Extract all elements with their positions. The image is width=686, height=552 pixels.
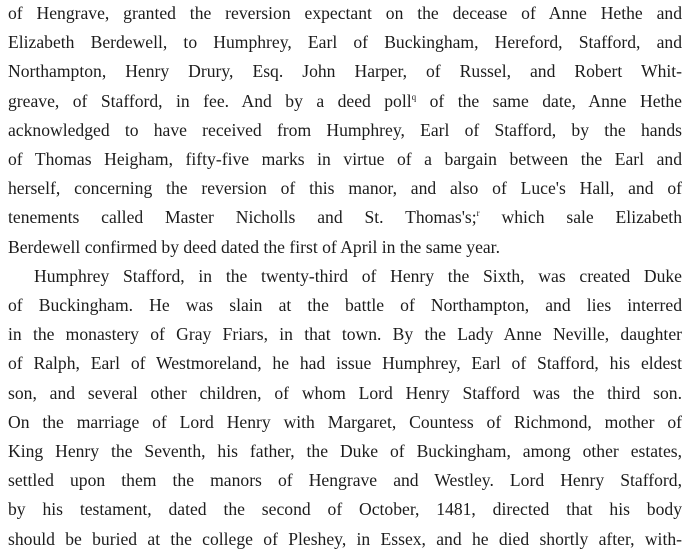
text-line bbox=[8, 117, 682, 143]
text-segment: of Ralph, Earl of Westmoreland, he had issue Humphrey, Earl of Stafford, his eldest bbox=[8, 353, 682, 374]
text-line bbox=[8, 263, 682, 289]
text-segment: herself, concerning the reversion of this manor, and also of Luce's Hall, and of bbox=[8, 178, 682, 199]
text-line bbox=[8, 0, 682, 26]
text-line bbox=[8, 58, 682, 84]
text-segment: of Buckingham. He was slain at the battle of Northampton, and lies interred bbox=[8, 295, 682, 315]
text-segment: greave, of Stafford, in fee. And by a deed poll bbox=[8, 90, 412, 111]
text-line bbox=[8, 29, 682, 55]
document-page bbox=[8, 0, 682, 552]
text-segment: of Thomas Heigham, fifty-five marks in virtue of a bargain between the Earl and bbox=[8, 149, 682, 169]
text-segment: which sale Elizabeth bbox=[479, 207, 682, 228]
text-line bbox=[8, 146, 682, 172]
text-line bbox=[8, 321, 682, 347]
text-line bbox=[8, 175, 682, 201]
footnote-marker: q bbox=[411, 91, 417, 102]
text-segment: of the same date, Anne Hethe bbox=[416, 90, 682, 111]
text-segment: King Henry the Seventh, his father, the Duke of Buckingham, among other estates, bbox=[8, 441, 682, 461]
text-segment: of Hengrave, granted the reversion expectant on the decease of Anne Hethe and bbox=[8, 3, 682, 23]
text-segment: Elizabeth Berdewell, to Humphrey, Earl of Buckingham, Hereford, Stafford, and bbox=[8, 32, 682, 53]
text-segment: son, and several other children, of whom Lord Henry Stafford was the third son. bbox=[8, 382, 682, 403]
text-segment: by his testament, dated the second of October, 1481, directed that his body bbox=[8, 499, 682, 520]
text-line bbox=[8, 234, 682, 260]
text-line bbox=[8, 88, 682, 114]
text-line bbox=[8, 380, 682, 406]
text-line bbox=[8, 350, 682, 376]
footnote-marker: r bbox=[476, 208, 480, 219]
text-line bbox=[8, 526, 682, 552]
text-line bbox=[8, 496, 682, 522]
text-segment: acknowledged to have received from Humphrey, Earl of Stafford, by the hands bbox=[8, 119, 682, 140]
text-line bbox=[8, 467, 682, 493]
text-line bbox=[8, 438, 682, 464]
text-segment: in the monastery of Gray Friars, in that town. By the Lady Anne Neville, daughter bbox=[8, 324, 682, 345]
text-segment: tenements called Master Nicholls and St. Thomas's; bbox=[8, 207, 477, 228]
text-line bbox=[8, 292, 682, 318]
text-line bbox=[8, 204, 682, 230]
text-line bbox=[8, 409, 682, 435]
text-segment: should be buried at the college of Pleshey, in Essex, and he died shortly after, with- bbox=[8, 528, 682, 549]
text-segment: settled upon them the manors of Hengrave and Westley. Lord Henry Stafford, bbox=[8, 470, 682, 491]
text-segment: Humphrey Stafford, in the twenty-third of Henry the Sixth, was created Duke bbox=[34, 265, 682, 286]
text-segment: On the marriage of Lord Henry with Margaret, Countess of Richmond, mother of bbox=[8, 411, 682, 432]
text-segment: Northampton, Henry Drury, Esq. John Harper, of Russel, and Robert Whit- bbox=[8, 61, 682, 82]
text-segment: Berdewell confirmed by deed dated the first of April in the same year. bbox=[8, 236, 500, 257]
